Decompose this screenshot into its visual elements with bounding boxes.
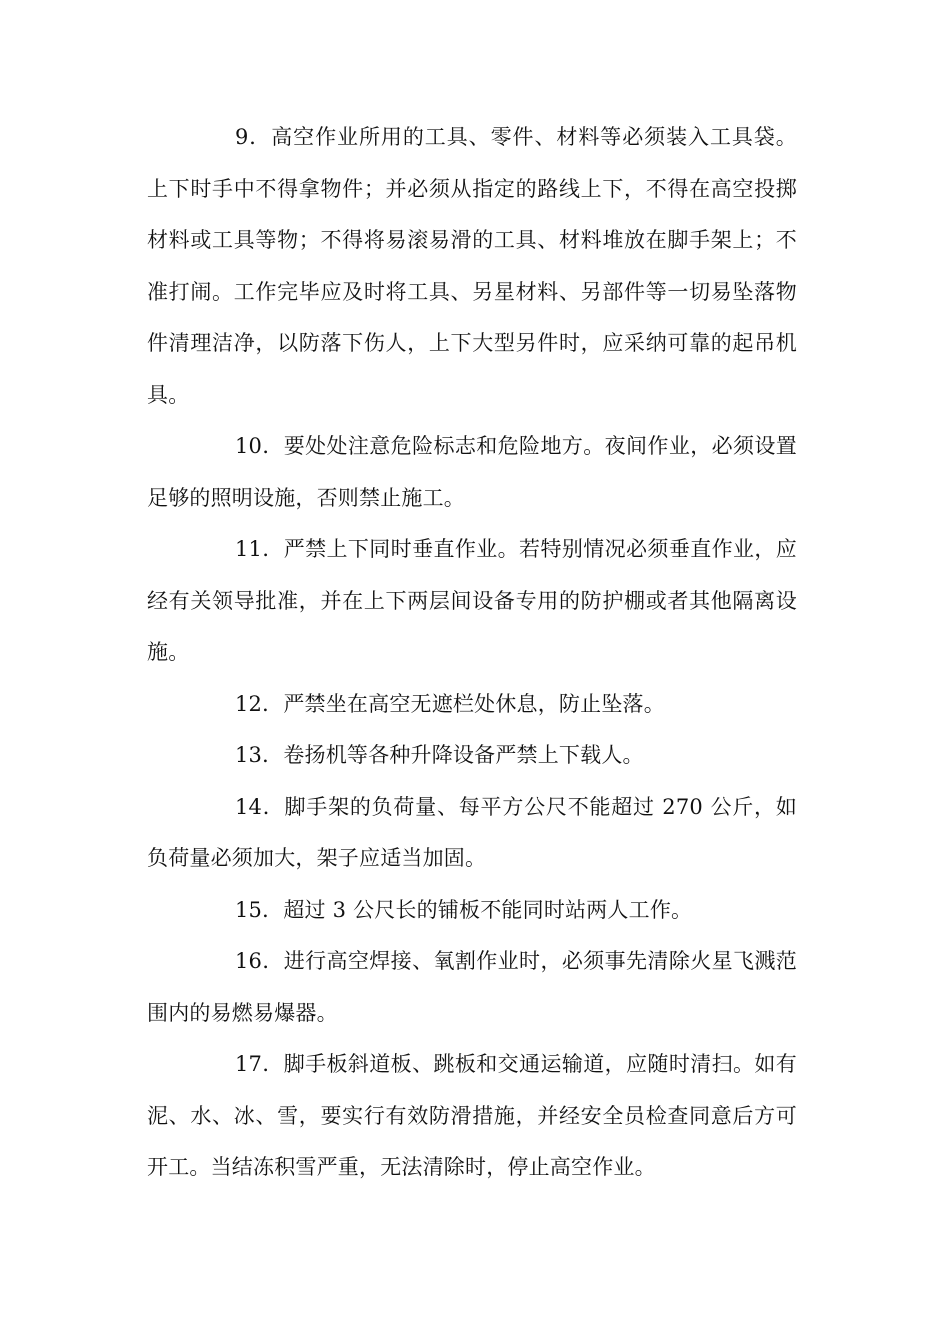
paragraph-item-12: 12．严禁坐在高空无遮栏处休息，防止坠落。 (235, 691, 665, 716)
paragraph-item-11: 11．严禁上下同时垂直作业。若特别情况必须垂直作业，应经有关领导批准，并在上下两层间设备专用的防护棚或者其他隔离设施。 (147, 537, 797, 664)
paragraph-item-10: 10．要处处注意危险标志和危险地方。夜间作业，必须设置足够的照明设施，否则禁止施工。 (147, 434, 797, 510)
paragraph-item-14: 14．脚手架的负荷量、每平方公尺不能超过 270 公斤，如负荷量必须加大，架子应适当加固。 (147, 794, 797, 870)
paragraph-item-15: 15．超过 3 公尺长的铺板不能同时站两人工作。 (235, 897, 693, 922)
paragraph-item-17: 17．脚手板斜道板、跳板和交通运输道，应随时清扫。如有泥、水、冰、雪，要实行有效防滑措施，并经安全员检查同意后方可开工。当结冻积雪严重，无法清除时，停止高空作业。 (147, 1052, 797, 1179)
paragraph-item-9: 9．高空作业所用的工具、零件、材料等必须装入工具袋。上下时手中不得拿物件；并必须从指定的路线上下，不得在高空投掷材料或工具等物；不得将易滚易滑的工具、材料堆放在脚手架上；不准打闹。工作完毕应及时将工具、另星材料、另部件等一切易坠落物件清理洁净，以防落下伤人，上下大型另件时，应采纳可靠的起吊机具。 (147, 125, 797, 407)
paragraph-item-13: 13．卷扬机等各种升降设备严禁上下载人。 (235, 743, 644, 767)
document-body (147, 112, 797, 1194)
paragraph-item-16: 16．进行高空焊接、氧割作业时，必须事先清除火星飞溅范围内的易燃易爆器。 (147, 949, 797, 1025)
